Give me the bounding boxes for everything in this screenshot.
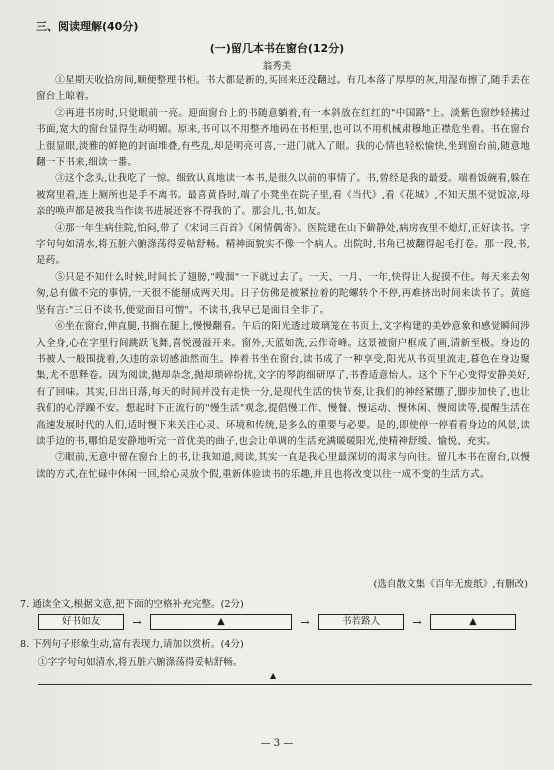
paragraph-2: ②再进书房时,只觉眼前一亮。迎面窗台上的书随意躺着,有一本斜放在红红的"中国路"上。淡紫色窗纱轻拂过书面,宽大的窗台显得生动明媚。原来,书可以不用整齐地码在书柜里,也可以不用机械肃穆地正襟危坐着。书在窗台上很显眼,淡雅的鲜艳的封面堆叠,有些乱,却是明亮可喜,一进门就入了眼。我的心情也轻松愉快,坐到窗台前,随意地翻一下书来,细读一番。 <box>36 107 530 169</box>
paragraph-3: ③这个念头,让我吃了一惊。细致认真地读一本书,是很久以前的事情了。书,曾经是我的最爱。端着饭碗看,躲在被窝里看,连上厕所也是手不离书。最喜黄昏时,端了小凳坐在院子里,看《当代》,看《花城》,不知天黑不觉饭凉,母亲的唤声都是被我当作读书进展还容不得我的了。那会儿,书,如友。 <box>36 173 530 218</box>
article-title: (一)留几本书在窗台(12分) <box>209 42 345 55</box>
section-title: 三、阅读理解(40分) <box>36 20 139 33</box>
paragraph-7: ⑦眼前,无意中留在窗台上的书,让我知道,阅读,其实一直是我心里最深切的渴求与向往。留几本书在窗台,以慢读的方式,在忙碌中休闲一回,给心灵放个假,重新体验读书的乐趣,并且也将改变以往一成不变的生活方式。 <box>36 452 530 480</box>
question-8: 8. 下列句子形象生动,富有表现力,请加以赏析。(4分) <box>20 639 244 650</box>
chain-box-2[interactable]: ▲ <box>150 614 292 630</box>
answer-marker: ▲ <box>270 671 277 680</box>
chain-box-1: 好书如友 <box>38 614 124 630</box>
paragraph-1: ①星期天收拾房间,顺便整理书柜。书大都是新的,买回来还没翻过。有几本落了厚厚的灰,用湿布擦了,随手丢在窗台上晾着。 <box>36 75 530 103</box>
paragraph-6: ⑥坐在窗台,伸直腿,书搁在腿上,慢慢翻看。午后的阳光透过玻璃笼在书页上,文字构建的美妙意象和感觉瞬间涉入全身,心在字里行间跳跃飞舞,喜悦漫溢开来。窗外,天蓝如洗,云作奇峰。这景被窗户框成了画,清新至极。身边的书被人一般围拢着,久违的亲切感油然而生。捧着书坐在窗台,读书成了一种享受,阳光从书页里流走,暮色在身边聚集,尤不思释卷。因为阅读,抛却杂念,抛却琐碎纷扰,文字的琴韵细研厚了,书香适意怡人。这个下午心变得安静美好,有了回味。其实,日出日落,每天的时间并没有走快一分,是现代生活的快节奏,让我们的神经紧绷了,脚步加快了,也让我们的心浮躁不安。想起时下正流行的"慢生活"观念,提倡慢工作、慢餐、慢运动、慢休闲、慢阅读等,提醒生活在高速发展时代的人们,适时慢下来关注心灵、环境和传统,是多么的重要与必要。是的,即使停一停看看身边的风景,读读手边的书,哪怕是安静地听完一首优美的曲子,也会让单调的生活充满暖暖阳光,使精神舒缓、愉悦、充实。 <box>36 321 530 447</box>
paragraph-5: ⑤只是不知什么时候,时间长了翅膀,"嗖溜"一下就过去了。一天、一月、一年,快得让人捉摸不住。每天来去匆匆,总有做不完的事情,一天很不能掰成两天用。日子仿佛是被紧拉着的陀螺转个不停,再难挤出时间来读书了。黄庭坚有言:"三日不读书,便觉面目可憎"。不读书,我早已是面目全非了。 <box>36 271 530 316</box>
answer-line[interactable] <box>38 684 532 685</box>
arrow-icon: → <box>412 615 422 629</box>
question-8-item: ①字字句句如清水,将五脏六腑涤荡得妥帖舒畅。 <box>38 657 243 668</box>
arrow-icon: → <box>132 615 142 629</box>
article-author: 翁秀美 <box>262 61 292 72</box>
chain-box-4[interactable]: ▲ <box>430 614 516 630</box>
question-7: 7. 通读全文,根据文意,把下面的空格补充完整。(2分) <box>20 599 244 610</box>
paragraph-4: ④那一年生病住院,怕闷,带了《宋词三百首》《闲情偶寄》。医院建在山下僻静处,病房夜里不熄灯,正好读书。字字句句如清水,将五脏六腑涤荡得妥帖舒畅。精神面貌实不像一个病人。出院时,书角已被翻得起毛打卷。那一段,书,是药。 <box>36 222 530 267</box>
article-body <box>36 73 530 483</box>
question-7-chain <box>38 614 516 630</box>
article-source: (选自散文集《百年无废纸》,有删改) <box>373 579 528 590</box>
chain-box-3: 书若路人 <box>318 614 404 630</box>
page-number: — 3 — <box>260 738 294 749</box>
arrow-icon: → <box>300 615 310 629</box>
